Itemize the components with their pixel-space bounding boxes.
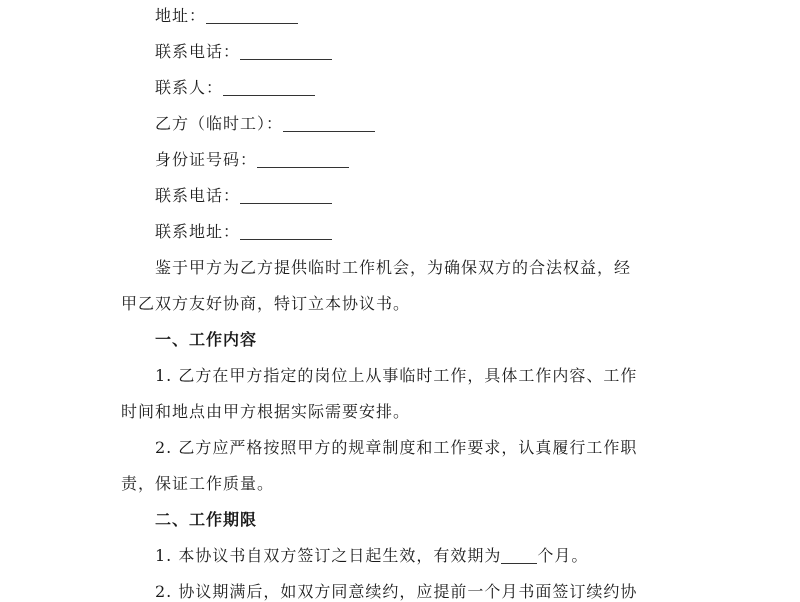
contact-address-blank (240, 223, 332, 240)
section-1-item-1-line-2: 时间和地点由甲方根据实际需要安排。 (121, 402, 411, 421)
section-2-item-1-prefix: 1. 本协议书自双方签订之日起生效，有效期为 (155, 546, 502, 565)
contact-address-field (155, 222, 332, 242)
section-1-item-2-line-1: 2. 乙方应严格按照甲方的规章制度和工作要求，认真履行工作职 (155, 438, 638, 457)
section-1-title: 一、工作内容 (155, 330, 258, 349)
address-field (155, 6, 298, 26)
phone-field-a (155, 42, 332, 62)
preamble-line-2: 甲乙双方友好协商，特订立本协议书。 (121, 294, 411, 313)
party-b-field (155, 114, 375, 134)
contact-address-label: 联系地址： (155, 222, 241, 241)
contact-field (155, 78, 315, 98)
section-1-item-1-line-1: 1. 乙方在甲方指定的岗位上从事临时工作，具体工作内容、工作 (155, 366, 638, 385)
address-label: 地址： (155, 6, 207, 25)
preamble-line-1: 鉴于甲方为乙方提供临时工作机会，为确保双方的合法权益，经 (155, 258, 632, 277)
phone-label-a: 联系电话： (155, 42, 241, 61)
phone-blank-b (240, 187, 332, 204)
section-2-item-1 (155, 546, 588, 566)
party-b-blank (283, 115, 375, 132)
party-b-label: 乙方（临时工）： (155, 114, 284, 133)
section-2-title: 二、工作期限 (155, 510, 258, 529)
address-blank (206, 7, 298, 24)
section-1-item-2-line-2: 责，保证工作质量。 (121, 474, 275, 493)
phone-label-b: 联系电话： (155, 186, 241, 205)
section-2-item-1-suffix: 个月。 (537, 546, 589, 565)
phone-field-b (155, 186, 332, 206)
section-2-item-2-line-1: 2. 协议期满后，如双方同意续约，应提前一个月书面签订续约协 (155, 582, 638, 601)
id-number-label: 身份证号码： (155, 150, 258, 169)
phone-blank-a (240, 43, 332, 60)
contact-blank (223, 79, 315, 96)
id-number-field (155, 150, 349, 170)
contact-label: 联系人： (155, 78, 224, 97)
id-number-blank (257, 151, 349, 168)
months-blank (501, 547, 537, 564)
